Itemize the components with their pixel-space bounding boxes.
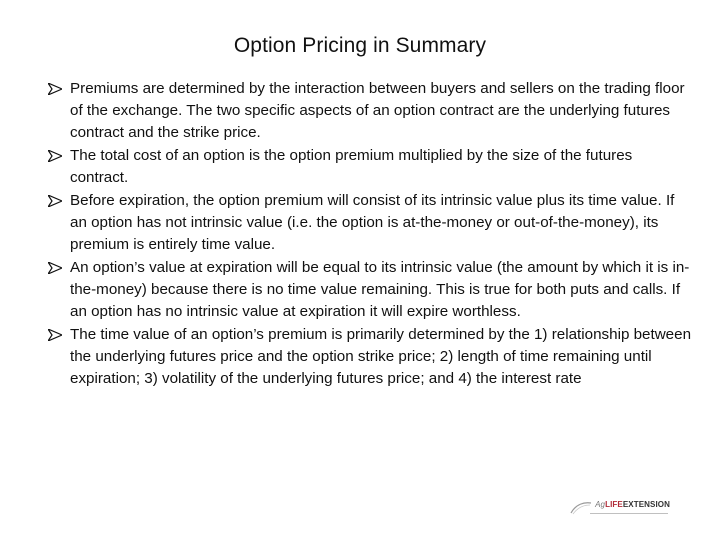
- logo-wordmark: AgLIFEEXTENSION: [595, 500, 670, 509]
- bullet-list: [47, 78, 692, 391]
- arrow-bullet-icon: [47, 257, 63, 279]
- bullet-item: [47, 324, 692, 390]
- bullet-text: Premiums are determined by the interaction between buyers and sellers on the trading floor of the exchange. The two specific aspects of an option contract are the underlying futures contract and the strike price.: [70, 80, 685, 141]
- logo-swoosh-icon: [570, 501, 592, 515]
- arrow-bullet-icon: [47, 190, 63, 212]
- bullet-item: [47, 190, 692, 256]
- logo-underline: [590, 513, 668, 514]
- bullet-text: The total cost of an option is the option premium multiplied by the size of the futures contract.: [70, 147, 633, 186]
- arrow-bullet-icon: [47, 145, 63, 167]
- bullet-text: An option’s value at expiration will be equal to its intrinsic value (the amount by which it is in-the-money) because there is no time value remaining. This is true for both puts and calls. If an option has no intrinsic value at expiration it will expire worthless.: [70, 259, 690, 320]
- aglife-extension-logo: [570, 498, 670, 522]
- bullet-item: [47, 145, 692, 189]
- arrow-bullet-icon: [47, 78, 63, 100]
- bullet-item: [47, 78, 692, 144]
- bullet-item: [47, 257, 692, 323]
- arrow-bullet-icon: [47, 324, 63, 346]
- bullet-text: The time value of an option’s premium is primarily determined by the 1) relationship between the underlying futures price and the option strike price; 2) length of time remaining until expiration; 3) volatility of the underlying futures price; and 4) the interest rate: [70, 326, 692, 387]
- bullet-text: Before expiration, the option premium will consist of its intrinsic value plus its time value. If an option has not intrinsic value (i.e. the option is at-the-money or out-of-the-money), its premium is entirely time value.: [70, 192, 675, 253]
- slide-title: Option Pricing in Summary: [233, 34, 487, 57]
